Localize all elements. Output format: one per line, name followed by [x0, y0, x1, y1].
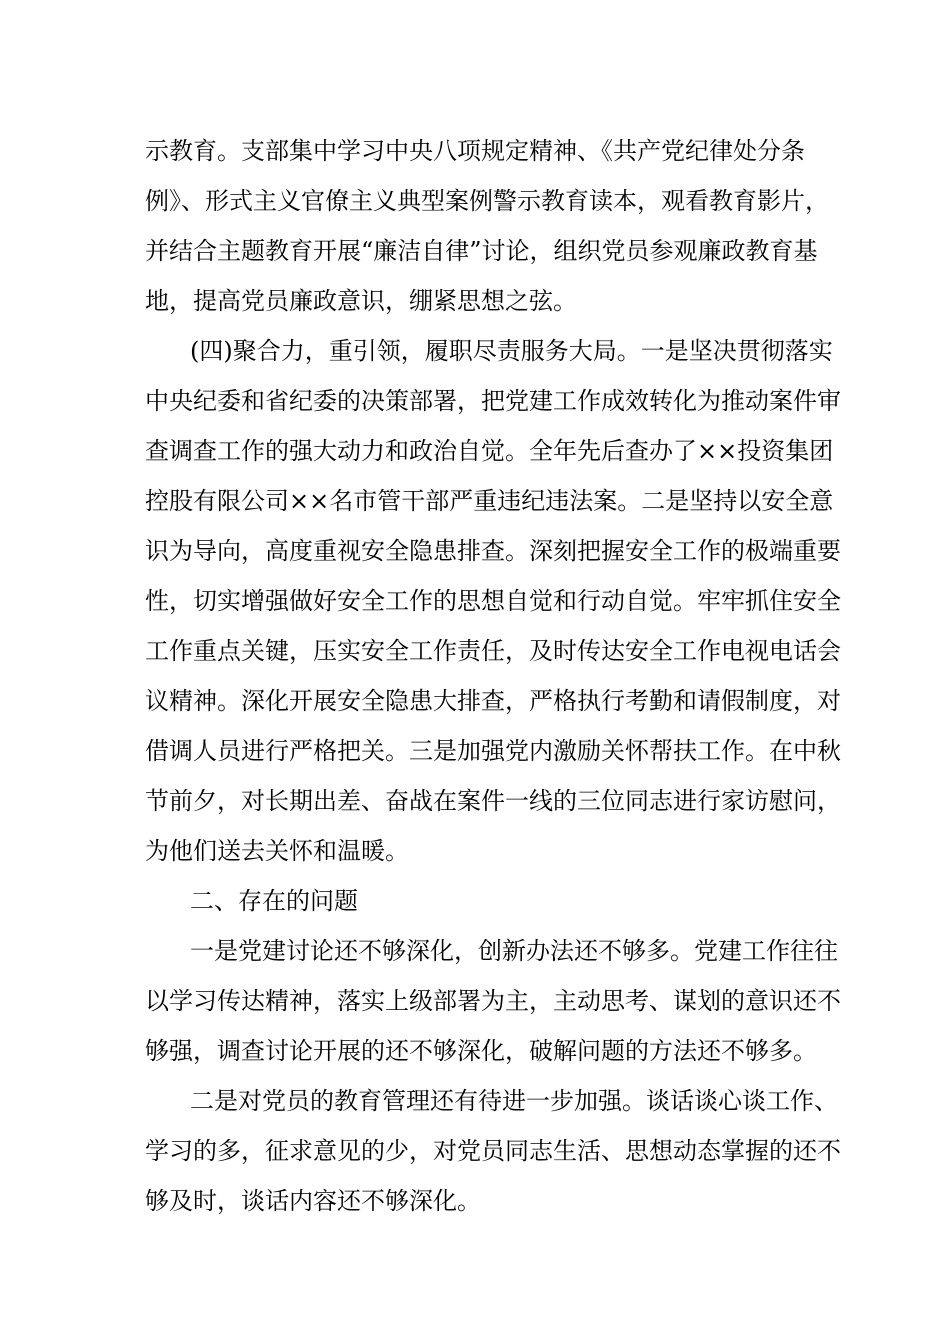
- paragraph-line: 议精神。深化开展安全隐患大排查，严格执行考勤和请假制度，对: [145, 687, 841, 715]
- paragraph-line: 地，提高党员廉政意识，绷紧思想之弦。: [145, 287, 577, 315]
- paragraph-line: 为他们送去关怀和温暖。: [145, 837, 409, 865]
- paragraph-line: 借调人员进行严格把关。三是加强党内激励关怀帮扶工作。在中秋: [145, 737, 841, 765]
- paragraph-line: 工作重点关键，压实安全工作责任，及时传达安全工作电视电话会: [145, 637, 841, 665]
- paragraph-line: 中央纪委和省纪委的决策部署，把党建工作成效转化为推动案件审: [145, 387, 841, 415]
- section-heading: 二、存在的问题: [190, 887, 358, 915]
- paragraph-line: 性，切实增强做好安全工作的思想自觉和行动自觉。牢牢抓住安全: [145, 587, 841, 615]
- paragraph-line: 学习的多，征求意见的少，对党员同志生活、思想动态掌握的还不: [145, 1137, 841, 1165]
- paragraph-line: (四)聚合力，重引领，履职尽责服务大局。一是坚决贯彻落实: [190, 337, 833, 365]
- paragraph-line: 以学习传达精神，落实上级部署为主，主动思考、谋划的意识还不: [145, 987, 841, 1015]
- paragraph-line: 节前夕，对长期出差、奋战在案件一线的三位同志进行家访慰问，: [145, 787, 841, 815]
- paragraph-line: 示教育。支部集中学习中央八项规定精神、《共产党纪律处分条: [145, 137, 805, 165]
- paragraph-line: 查调查工作的强大动力和政治自觉。全年先后查办了××投资集团: [145, 437, 834, 465]
- paragraph-line: 二是对党员的教育管理还有待进一步加强。谈话谈心谈工作、: [190, 1087, 838, 1115]
- paragraph-line: 一是党建讨论还不够深化，创新办法还不够多。党建工作往往: [190, 937, 838, 965]
- paragraph-line: 并结合主题教育开展“廉洁自律”讨论，组织党员参观廉政教育基: [145, 237, 818, 265]
- paragraph-line: 够强，调查讨论开展的还不够深化，破解问题的方法还不够多。: [145, 1037, 817, 1065]
- paragraph-line: 识为导向，高度重视安全隐患排查。深刻把握安全工作的极端重要: [145, 537, 841, 565]
- paragraph-line: 例》、形式主义官僚主义典型案例警示教育读本，观看教育影片，: [145, 187, 829, 215]
- paragraph-line: 控股有限公司××名市管干部严重违纪违法案。二是坚持以安全意: [145, 487, 834, 515]
- paragraph-line: 够及时，谈话内容还不够深化。: [145, 1187, 481, 1215]
